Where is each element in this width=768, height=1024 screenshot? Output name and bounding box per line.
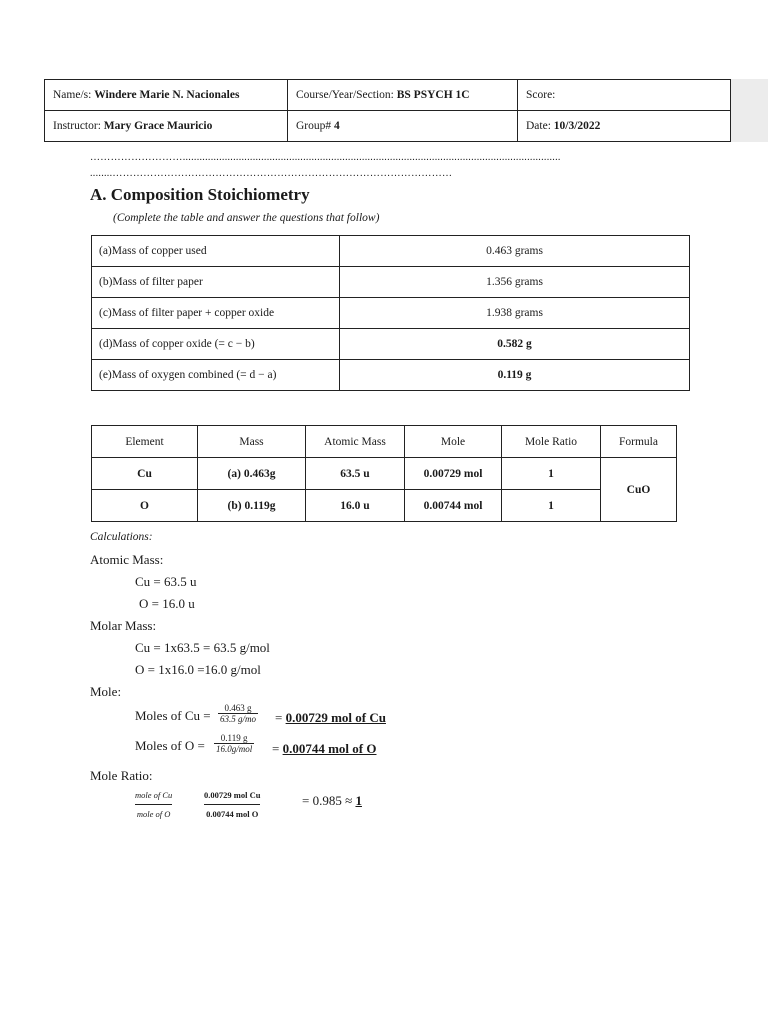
dotted-line-1: ………………………....................................................................................................................................... [90,152,561,163]
moles-o-equals: = 0.00744 mol of O [272,741,377,756]
element-cell: Cu [92,458,198,490]
course-value: BS PSYCH 1C [396,89,470,101]
dotted-line-2: ........……………………………………………………………………………………… [90,168,453,179]
mole-cell: 0.00729 mol [405,458,502,490]
score-cell [518,80,731,111]
mole-cell: 0.00744 mol [405,490,502,522]
atomic-mass-heading: Atomic Mass: [90,552,164,567]
mass-value-cell: 0.463 grams [340,236,690,267]
group-label: Group# [296,120,335,132]
ratio-symbolic-fraction [133,790,174,819]
column-header: Mole Ratio [502,426,601,458]
section-title: A. Composition Stoichiometry [90,185,310,204]
table-row [92,267,690,298]
ratio-numeric-fraction [202,790,262,819]
mass-value-cell: 1.356 grams [340,267,690,298]
moles-cu-result: 0.00729 mol of Cu [285,710,386,725]
molar-mass-cu: Cu = 1x63.5 = 63.5 g/mol [135,640,270,655]
mass-cell: (b) 0.119g [198,490,306,522]
moles-cu-fraction [218,703,258,724]
atomic-mass-o: O = 16.0 u [139,596,195,611]
mass-label-cell: (d)Mass of copper oxide (= c − b) [92,329,340,360]
section-instruction: (Complete the table and answer the questions that follow) [113,212,380,224]
date-label: Date: [526,120,554,132]
mass-value-cell: 0.119 g [340,360,690,391]
instructor-label: Instructor: [53,120,104,132]
side-strip [731,79,768,142]
mole-ratio-result [302,793,362,809]
header-table [44,79,731,142]
fraction-denominator: 0.00744 mol O [204,804,260,819]
table-row [92,329,690,360]
score-label: Score: [526,89,556,101]
mass-table [91,235,690,391]
mass-cell: (a) 0.463g [198,458,306,490]
molar-mass-heading: Molar Mass: [90,618,157,633]
instructor-cell [45,111,288,142]
table-row [92,458,677,490]
table-row [92,236,690,267]
group-value: 4 [334,120,340,132]
column-header: Mole [405,426,502,458]
ratio-result-prefix: = 0.985 ≈ [302,793,356,808]
mass-label-cell: (b)Mass of filter paper [92,267,340,298]
name-label: Name/s: [53,89,95,101]
fraction-numerator: mole of Cu [135,790,173,800]
table-row [92,298,690,329]
name-cell [45,80,288,111]
mole-ratio-heading: Mole Ratio: [90,768,153,783]
mole-ratio-cell: 1 [502,458,601,490]
mole-heading: Mole: [90,684,122,699]
mass-label-cell: (a)Mass of copper used [92,236,340,267]
column-header: Atomic Mass [306,426,405,458]
group-cell [288,111,518,142]
mass-label-cell: (c)Mass of filter paper + copper oxide [92,298,340,329]
fraction-numerator: 0.119 g [220,733,248,743]
name-value: Windere Marie N. Nacionales [94,89,240,101]
element-table [91,425,677,522]
column-header: Element [92,426,198,458]
column-header: Mass [198,426,306,458]
date-cell [518,111,731,142]
moles-cu-label: Moles of Cu = [135,708,211,723]
table-row [92,360,690,391]
ratio-result-value: 1 [355,793,362,808]
atomic-mass-cell: 63.5 u [306,458,405,490]
atomic-mass-cu: Cu = 63.5 u [135,574,197,589]
moles-o-fraction [214,733,254,754]
table-header-row [92,426,677,458]
table-row [92,490,677,522]
column-header: Formula [601,426,677,458]
date-value: 10/3/2022 [553,120,601,132]
calculations-label: Calculations: [90,531,153,543]
atomic-mass-cell: 16.0 u [306,490,405,522]
mass-label-cell: (e)Mass of oxygen combined (= d − a) [92,360,340,391]
course-label: Course/Year/Section: [296,89,397,101]
mass-value-cell: 1.938 grams [340,298,690,329]
fraction-numerator: 0.463 g [224,703,252,713]
course-cell [288,80,518,111]
fraction-denominator: mole of O [135,804,173,819]
fraction-numerator: 0.00729 mol Cu [204,790,261,800]
moles-o-label: Moles of O = [135,738,205,753]
instructor-value: Mary Grace Mauricio [103,120,213,132]
element-cell: O [92,490,198,522]
formula-cell: CuO [601,458,677,522]
mass-value-cell: 0.582 g [340,329,690,360]
molar-mass-o: O = 1x16.0 =16.0 g/mol [135,662,261,677]
moles-o-result: 0.00744 mol of O [282,741,377,756]
fraction-denominator: 63.5 g/mo [220,714,256,724]
mole-ratio-cell: 1 [502,490,601,522]
fraction-denominator: 16.0g/mol [216,744,253,754]
moles-cu-equals: = 0.00729 mol of Cu [275,710,386,725]
